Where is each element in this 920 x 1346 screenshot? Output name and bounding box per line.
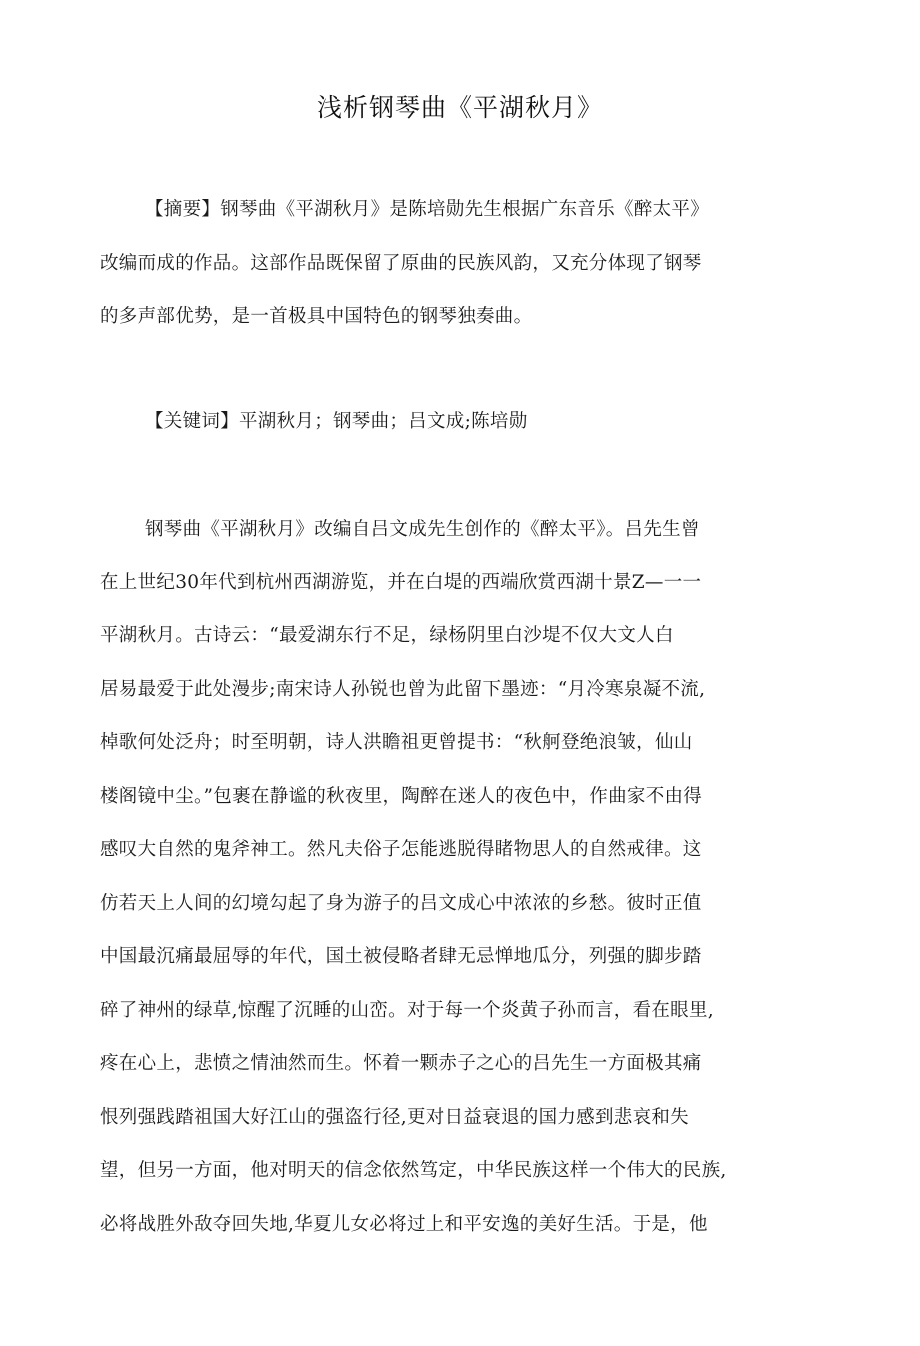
body-line: 中国最沉痛最屈辱的年代，国土被侵略者肆无忌惮地瓜分，列强的脚步踏 [100, 946, 702, 967]
body-line: 在上世纪30年代到杭州西湖游览，并在白堤的西端欣赏西湖十景Z—一一 [100, 572, 702, 593]
body-line: 平湖秋月。古诗云：“最爱湖东行不足，绿杨阴里白沙堤不仅大文人白 [100, 625, 674, 646]
abstract-line: 【摘要】钢琴曲《平湖秋月》是陈培勋先生根据广东音乐《醉太平》 [145, 199, 710, 220]
body-line: 必将战胜外敌夺回失地,华夏儿女必将过上和平安逸的美好生活。于是，他 [100, 1214, 708, 1235]
body-line: 疼在心上，悲愤之情油然而生。怀着一颗赤子之心的吕先生一方面极其痛 [100, 1053, 702, 1074]
body-line: 碎了神州的绿草,惊醒了沉睡的山峦。对于每一个炎黄子孙而言，看在眼里, [100, 1000, 714, 1021]
body-line: 恨列强践踏祖国大好江山的强盗行径,更对日益衰退的国力感到悲哀和失 [100, 1107, 689, 1128]
body-line: 居易最爱于此处漫步;南宋诗人孙锐也曾为此留下墨迹：“月冷寒泉凝不流, [100, 679, 706, 700]
body-line: 钢琴曲《平湖秋月》改编自吕文成先生创作的《醉太平》。吕先生曾 [145, 519, 700, 540]
keywords-line: 【关键词】平湖秋月；钢琴曲；吕文成;陈培勋 [145, 411, 528, 432]
body-line: 望，但另一方面，他对明天的信念依然笃定，中华民族这样一个伟大的民族, [100, 1160, 727, 1181]
body-line: 感叹大自然的鬼斧神工。然凡夫俗子怎能逃脱得睹物思人的自然戒律。这 [100, 839, 702, 860]
body-line: 棹歌何处泛舟；时至明朝，诗人洪瞻祖更曾提书：“秋舸登绝浪皱，仙山 [100, 732, 693, 753]
body-line: 楼阁镜中尘。”包裹在静谧的秋夜里，陶醉在迷人的夜色中，作曲家不由得 [100, 786, 703, 807]
abstract-line: 的多声部优势，是一首极具中国特色的钢琴独奏曲。 [100, 306, 533, 327]
abstract-line: 改编而成的作品。这部作品既保留了原曲的民族风韵，又充分体现了钢琴 [100, 253, 702, 274]
body-line: 仿若天上人间的幻境勾起了身为游子的吕文成心中浓浓的乡愁。彼时正值 [100, 893, 702, 914]
document-title: 浅析钢琴曲《平湖秋月》 [316, 93, 603, 122]
